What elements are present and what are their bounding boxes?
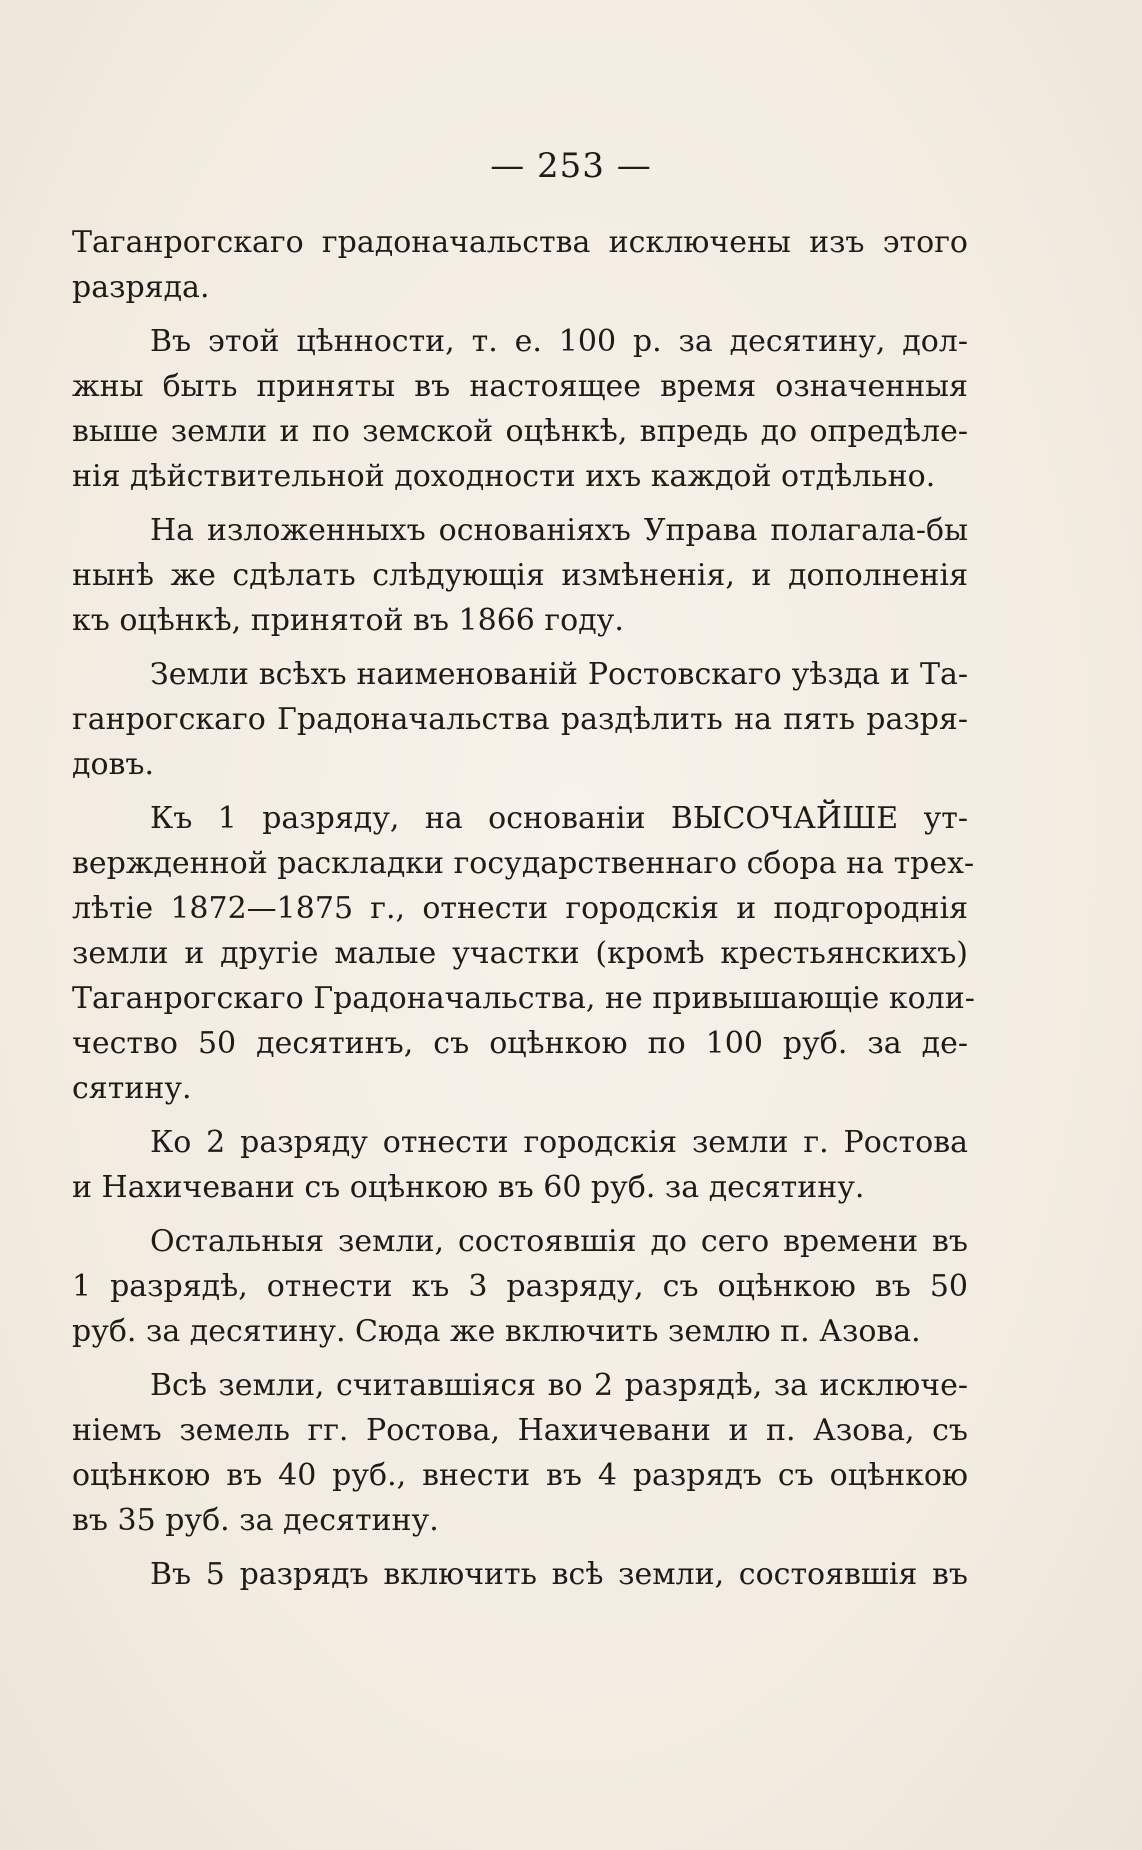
paragraph [72, 796, 975, 1111]
text-line: На изложенныхъ основаніяхъ Управа полагала-бы [150, 513, 968, 548]
text-line: разряда. [72, 270, 210, 305]
paragraph [72, 508, 968, 643]
text-line: Ко 2 разряду отнести городскія земли г. Ростова [150, 1125, 968, 1160]
paragraph [72, 1120, 968, 1210]
text-line: Всѣ земли, считавшіяся во 2 разрядѣ, за исключе- [150, 1368, 968, 1403]
paragraph [72, 1363, 968, 1543]
paragraph [72, 1552, 968, 1597]
text-line: оцѣнкою въ 40 руб., внести въ 4 разрядъ съ оцѣнкою [72, 1458, 968, 1493]
text-line: Земли всѣхъ наименованій Ростовскаго уѣзда и Та- [150, 657, 968, 692]
text-line: жны быть приняты въ настоящее время означенныя [72, 369, 968, 404]
text-line: чество 50 десятинъ, съ оцѣнкою по 100 руб. за де- [72, 1026, 968, 1061]
text-line: вержденной раскладки государственнаго сбора на трех- [72, 846, 975, 881]
text-line: Къ 1 разряду, на основаніи ВЫСОЧАЙШЕ ут- [150, 801, 968, 836]
text-line: сятину. [72, 1071, 192, 1106]
text-line: и Нахичевани съ оцѣнкою въ 60 руб. за десятину. [72, 1170, 865, 1205]
text-line: земли и другіе малые участки (кромѣ крестьянскихъ) [72, 936, 968, 971]
paragraph [72, 1219, 968, 1354]
text-line: ніемъ земель гг. Ростова, Нахичевани и п. Азова, съ [72, 1413, 968, 1448]
text-line: нія дѣйствительной доходности ихъ каждой отдѣльно. [72, 459, 936, 494]
paragraph [72, 652, 968, 787]
text-line: Остальныя земли, состоявшія до сего времени въ [150, 1224, 968, 1259]
text-line: въ 35 руб. за десятину. [72, 1503, 439, 1538]
text-line: Таганрогскаго градоначальства исключены изъ этого [72, 225, 968, 260]
text-line: Въ 5 разрядъ включить всѣ земли, состоявшія въ [150, 1557, 968, 1592]
paragraph [72, 319, 968, 499]
text-line: Въ этой цѣнности, т. е. 100 р. за десятину, дол- [150, 324, 968, 359]
text-line: выше земли и по земской оцѣнкѣ, впредь до опредѣле- [72, 414, 968, 449]
page-number: — 253 — [490, 146, 652, 186]
text-line: къ оцѣнкѣ, принятой въ 1866 году. [72, 603, 624, 638]
paragraph [72, 220, 968, 310]
text-line: 1 разрядѣ, отнести къ 3 разряду, съ оцѣнкою въ 50 [72, 1269, 968, 1304]
body-text [72, 220, 975, 1606]
text-line: лѣтіе 1872—1875 г., отнести городскія и подгороднія [72, 891, 968, 926]
text-line: нынѣ же сдѣлать слѣдующія измѣненія, и дополненія [72, 558, 968, 593]
text-line: Таганрогскаго Градоначальства, не привышающіе коли- [72, 981, 975, 1016]
text-line: довъ. [72, 747, 155, 782]
text-line: руб. за десятину. Сюда же включить землю п. Азова. [72, 1314, 921, 1349]
text-line: ганрогскаго Градоначальства раздѣлить на пять разря- [72, 702, 968, 737]
